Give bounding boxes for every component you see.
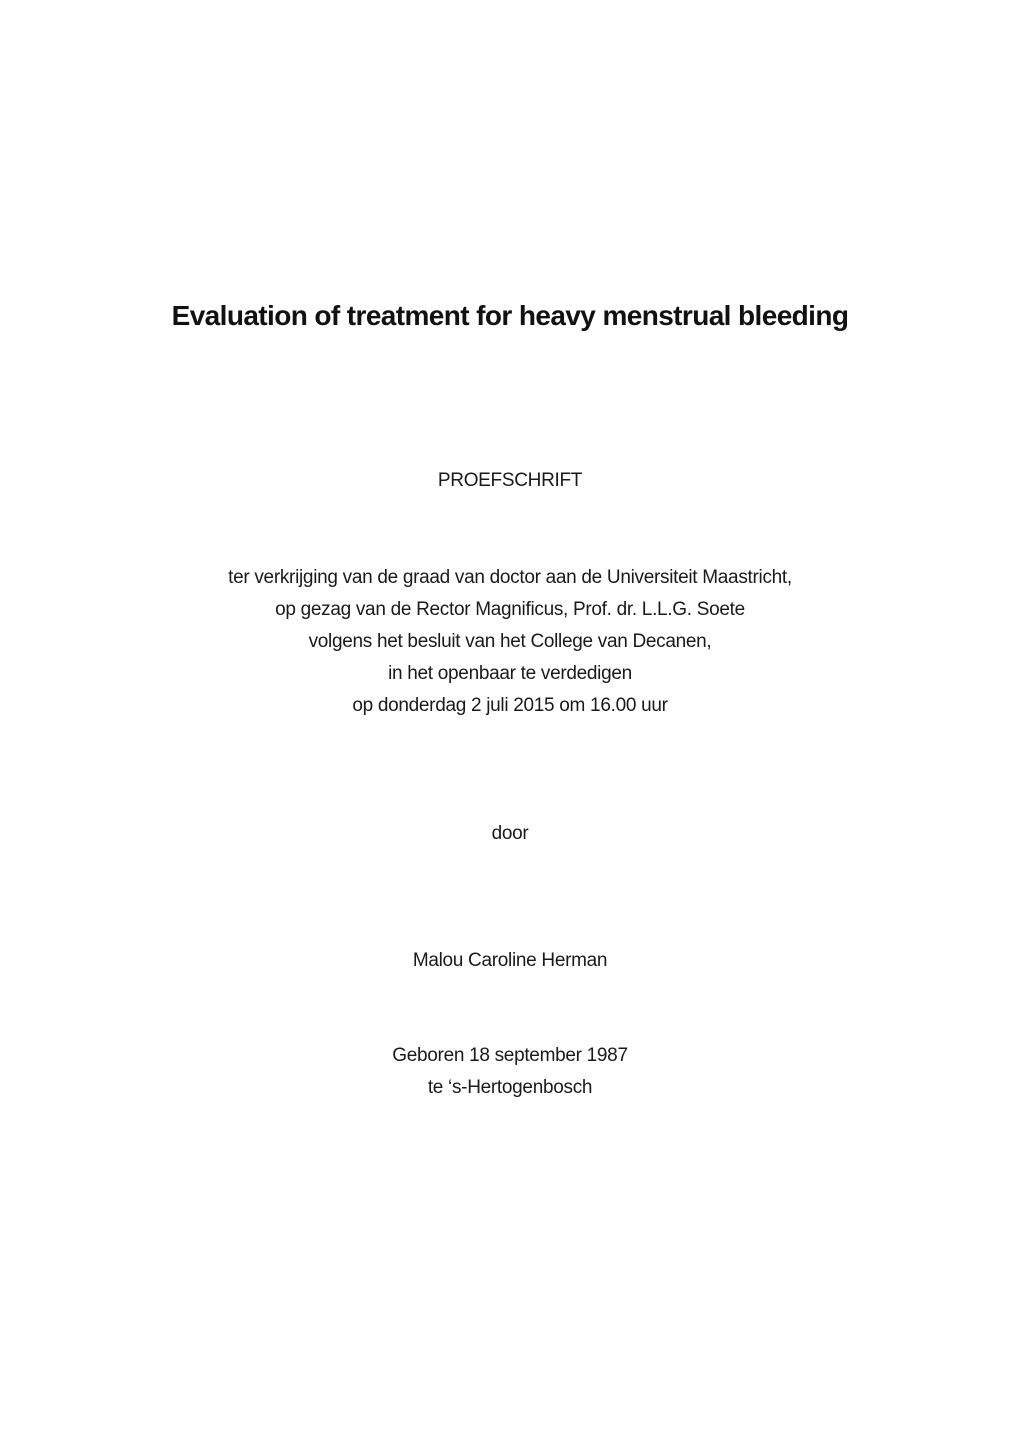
author-name: Malou Caroline Herman — [412, 950, 608, 971]
thesis-title: Evaluation of treatment for heavy menstrual bleeding — [171, 300, 849, 331]
statement-line: in het openbaar te verdedigen — [388, 663, 632, 684]
statement-line: ter verkrijging van de graad van doctor aan de Universiteit Maastricht, — [228, 567, 792, 588]
statement-line: op donderdag 2 juli 2015 om 16.00 uur — [352, 695, 668, 716]
document-type-label: PROEFSCHRIFT — [437, 470, 583, 491]
by-label: door — [491, 823, 529, 844]
degree-statement — [0, 562, 1020, 722]
birth-place: te ‘s-Hertogenbosch — [427, 1077, 593, 1098]
statement-line: op gezag van de Rector Magnificus, Prof. dr. L.L.G. Soete — [275, 599, 745, 620]
birth-date: Geboren 18 september 1987 — [392, 1045, 628, 1066]
birth-info — [0, 1040, 1020, 1104]
statement-line: volgens het besluit van het College van Decanen, — [308, 631, 712, 652]
